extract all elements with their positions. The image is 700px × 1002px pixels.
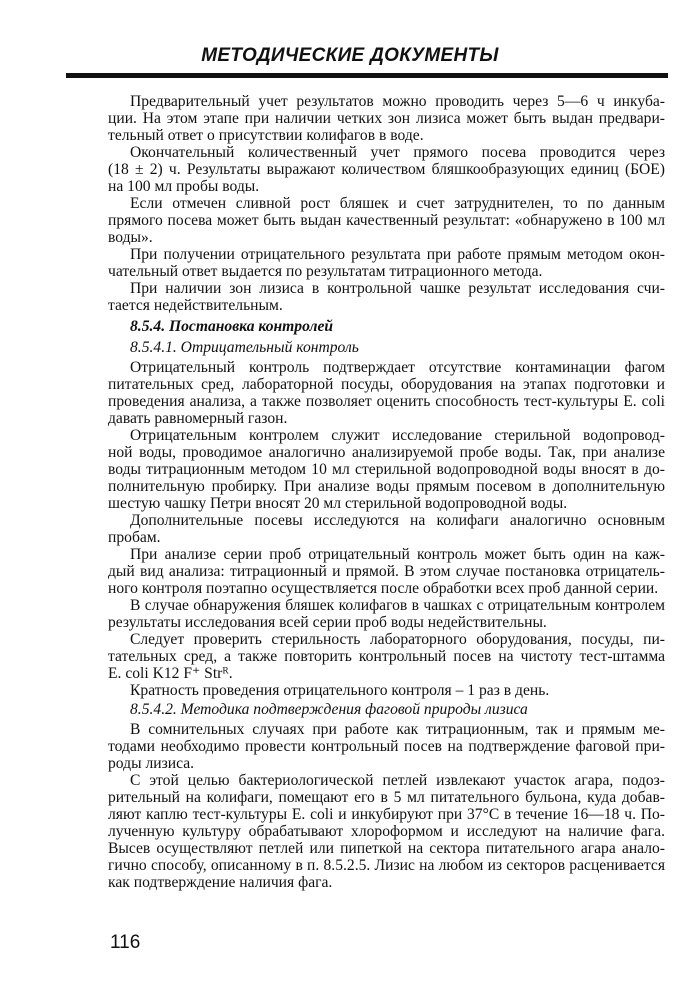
text-line: прямого посева может быть выдан качественный результат: «обнаружено в 100 мл <box>108 212 665 229</box>
text-line: Дополнительные посевы исследуются на колифаги аналогично основным <box>130 512 665 529</box>
paragraph <box>108 195 665 246</box>
text-line: воды титрационным методом 10 мл стерильной водопроводной воды вносят в до- <box>108 461 665 478</box>
text-line: С этой целью бактериологической петлей извлекают участок агара, подоз- <box>130 772 665 789</box>
header-rule <box>66 73 668 78</box>
text-line: (18 ± 2) ч. Результаты выражают количеством бляшкообразующих единиц (БОЕ) <box>108 161 665 178</box>
paragraph <box>108 359 665 427</box>
text-line: тодами необходимо провести контрольный посев на подтверждение фаговой при- <box>108 738 665 755</box>
subsection-heading: 8.5.4.1. Отрицательный контроль <box>130 339 359 356</box>
text-line: ной воды, проводимое аналогично анализируемой пробе воды. Так, при анализе <box>108 444 665 461</box>
text-line: лученную культуру обрабатывают хлороформом и исследуют на наличие фага. <box>108 823 665 840</box>
text-line: шестую чашку Петри вносят 20 мл стерильной водопроводной воды. <box>108 495 568 512</box>
document-body <box>108 93 665 891</box>
text-line: ляют каплю тест-культуры E. coli и инкубируют при 37°С в течение 16—18 ч. По- <box>108 806 665 823</box>
paragraph <box>108 721 665 772</box>
text-line: питательных сред, лабораторной посуды, оборудования на этапах подготовки и <box>108 376 665 393</box>
text-line: на 100 мл пробы воды. <box>108 178 260 195</box>
text-line: тательных сред, а также повторить контрольный посев на чистоту тест-штамма <box>108 648 665 665</box>
text-line: Если отмечен сливной рост бляшек и счет затруднителен, то по данным <box>130 195 665 212</box>
text-line: Окончательный количественный учет прямого посева проводится через <box>130 144 665 161</box>
paragraph <box>108 597 665 631</box>
paragraph <box>108 631 665 682</box>
text-line: воды». <box>108 229 153 246</box>
paragraph <box>108 144 665 195</box>
text-line: При анализе серии проб отрицательный контроль может быть один на каж- <box>130 546 665 563</box>
text-line: Следует проверить стерильность лабораторного оборудования, посуды, пи- <box>130 631 665 648</box>
text-line: При наличии зон лизиса в контрольной чашке результат исследования счи- <box>130 280 665 297</box>
text-line: В сомнительных случаях при работе как титрационным, так и прямым ме- <box>130 721 665 738</box>
text-line: Отрицательным контролем служит исследование стерильной водопровод- <box>130 427 665 444</box>
paragraph <box>108 682 665 699</box>
paragraph <box>108 427 665 512</box>
text-line: роды лизиса. <box>108 755 195 772</box>
text-line: гично способу, описанному в п. 8.5.2.5. Лизис на любом из секторов расценивается <box>108 857 665 874</box>
paragraph <box>108 93 665 144</box>
page-number: 116 <box>110 932 141 953</box>
paragraph <box>108 280 665 314</box>
paragraph <box>108 546 665 597</box>
text-line: Высев осуществляют петлей или пипеткой на сектора питательного агара анало- <box>108 840 665 857</box>
text-line: ции. На этом этапе при наличии четких зон лизиса может быть выдан предвари- <box>108 110 665 127</box>
text-line: В случае обнаружения бляшек колифагов в чашках с отрицательным контролем <box>130 597 665 614</box>
text-line: чательный ответ выдается по результатам титрационного метода. <box>108 263 543 280</box>
text-line: рительный на колифаги, помещают его в 5 мл питательного бульона, куда добав- <box>108 789 665 806</box>
paragraph <box>108 772 665 891</box>
text-line: дый вид анализа: титрационный и прямой. В этом случае постановка отрицатель- <box>108 563 665 580</box>
text-line: Кратность проведения отрицательного контроля – 1 раз в день. <box>130 682 550 699</box>
subsection-heading: 8.5.4.2. Методика подтверждения фаговой природы лизиса <box>130 701 528 718</box>
text-line: проведения анализа, а также позволяет оценить способность тест-культуры E. coli <box>108 393 665 410</box>
paragraph <box>108 512 665 546</box>
text-line: пробам. <box>108 529 161 546</box>
text-line: тельный ответ о присутствии колифагов в воде. <box>108 127 424 144</box>
text-line: При получении отрицательного результата при работе прямым методом окон- <box>130 246 665 263</box>
text-line: E. coli K12 F⁺ Strᴿ. <box>108 665 233 682</box>
section-heading: 8.5.4. Постановка контролей <box>130 318 334 335</box>
running-header: МЕТОДИЧЕСКИЕ ДОКУМЕНТЫ <box>201 45 499 66</box>
text-line: Предварительный учет результатов можно проводить через 5—6 ч инкуба- <box>130 93 665 110</box>
text-line: Отрицательный контроль подтверждает отсутствие контаминации фагом <box>130 359 665 376</box>
text-line: давать равномерный газон. <box>108 410 288 427</box>
text-line: результаты исследования всей серии проб воды недействительны. <box>108 614 547 631</box>
paragraph <box>108 246 665 280</box>
text-line: полнительную пробирку. При анализе воды прямым посевом в дополнительную <box>108 478 665 495</box>
text-line: тается недействительным. <box>108 297 283 314</box>
text-line: ного контроля поэтапно осуществляется после обработки всех проб данной серии. <box>108 580 659 597</box>
text-line: как подтверждение наличия фага. <box>108 874 333 891</box>
